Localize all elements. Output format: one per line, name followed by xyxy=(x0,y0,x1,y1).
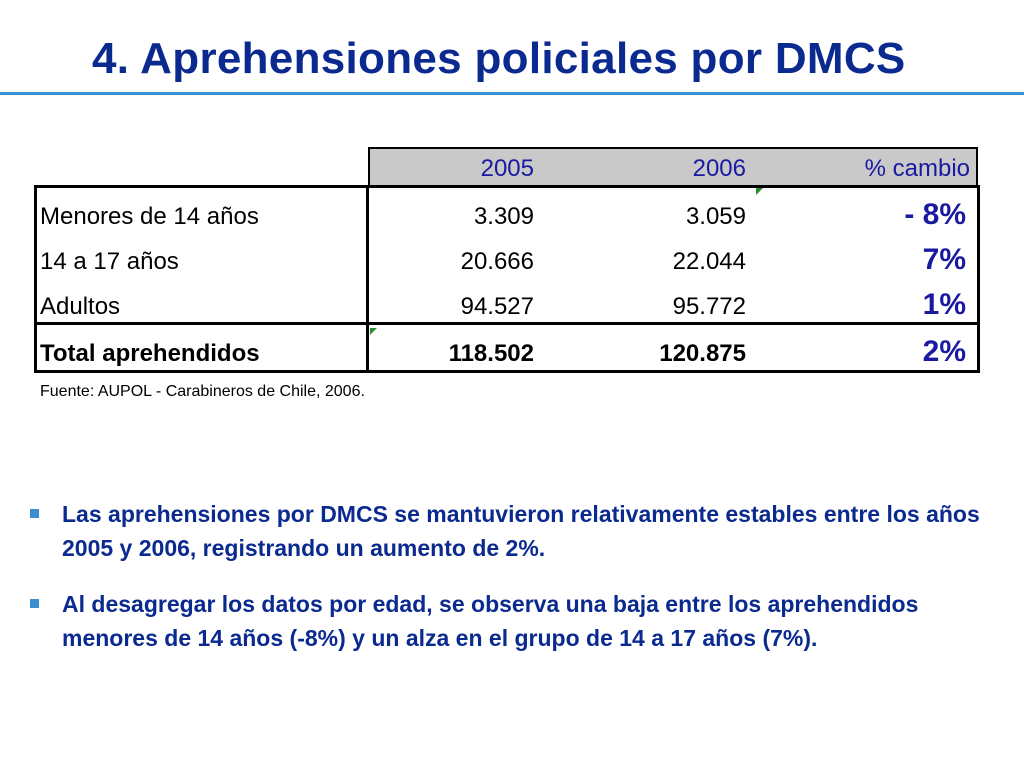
title-underline xyxy=(0,92,1024,95)
row-value-2005: 3.309 xyxy=(473,203,534,230)
cell-comment-marker xyxy=(370,328,377,335)
row-label: Menores de 14 años xyxy=(40,203,259,230)
column-header-2005: 2005 xyxy=(480,155,534,182)
total-label: Total aprehendidos xyxy=(40,340,260,367)
row-label: 14 a 17 años xyxy=(40,248,179,275)
column-header-change: % cambio xyxy=(864,155,970,182)
row-change: 7% xyxy=(922,243,966,276)
slide-title: 4. Aprehensiones policiales por DMCS xyxy=(92,34,906,83)
bullet-item xyxy=(30,497,1010,565)
total-value-2005: 118.502 xyxy=(448,340,534,367)
total-change: 2% xyxy=(922,335,966,368)
row-value-2005: 94.527 xyxy=(460,293,534,320)
row-change: - 8% xyxy=(904,198,966,231)
row-value-2006: 95.772 xyxy=(672,293,746,320)
apprehensions-table xyxy=(34,147,980,373)
bullet-list xyxy=(30,497,1010,677)
row-value-2006: 3.059 xyxy=(685,203,746,230)
square-bullet-icon xyxy=(30,509,39,518)
row-label: Adultos xyxy=(40,293,121,320)
square-bullet-icon xyxy=(30,599,39,608)
bullet-item xyxy=(30,587,1010,655)
row-value-2005: 20.666 xyxy=(460,248,534,275)
bullet-text: Al desagregar los datos por edad, se observa una baja entre los aprehendidos menores de 14 años (-8%) y un alza en el grupo de 14 a 17 años (7%). xyxy=(62,591,919,651)
column-header-2006: 2006 xyxy=(692,155,746,182)
bullet-text: Las aprehensiones por DMCS se mantuvieron relativamente estables entre los años 2005 y 2006, registrando un aumento de 2%. xyxy=(62,501,980,561)
label-column-divider xyxy=(366,185,369,373)
row-value-2006: 22.044 xyxy=(672,248,746,275)
total-row-divider xyxy=(34,322,980,325)
cell-comment-marker xyxy=(756,188,763,195)
total-value-2006: 120.875 xyxy=(659,340,746,367)
row-change: 1% xyxy=(922,288,966,321)
source-note: Fuente: AUPOL - Carabineros de Chile, 2006. xyxy=(40,383,365,400)
